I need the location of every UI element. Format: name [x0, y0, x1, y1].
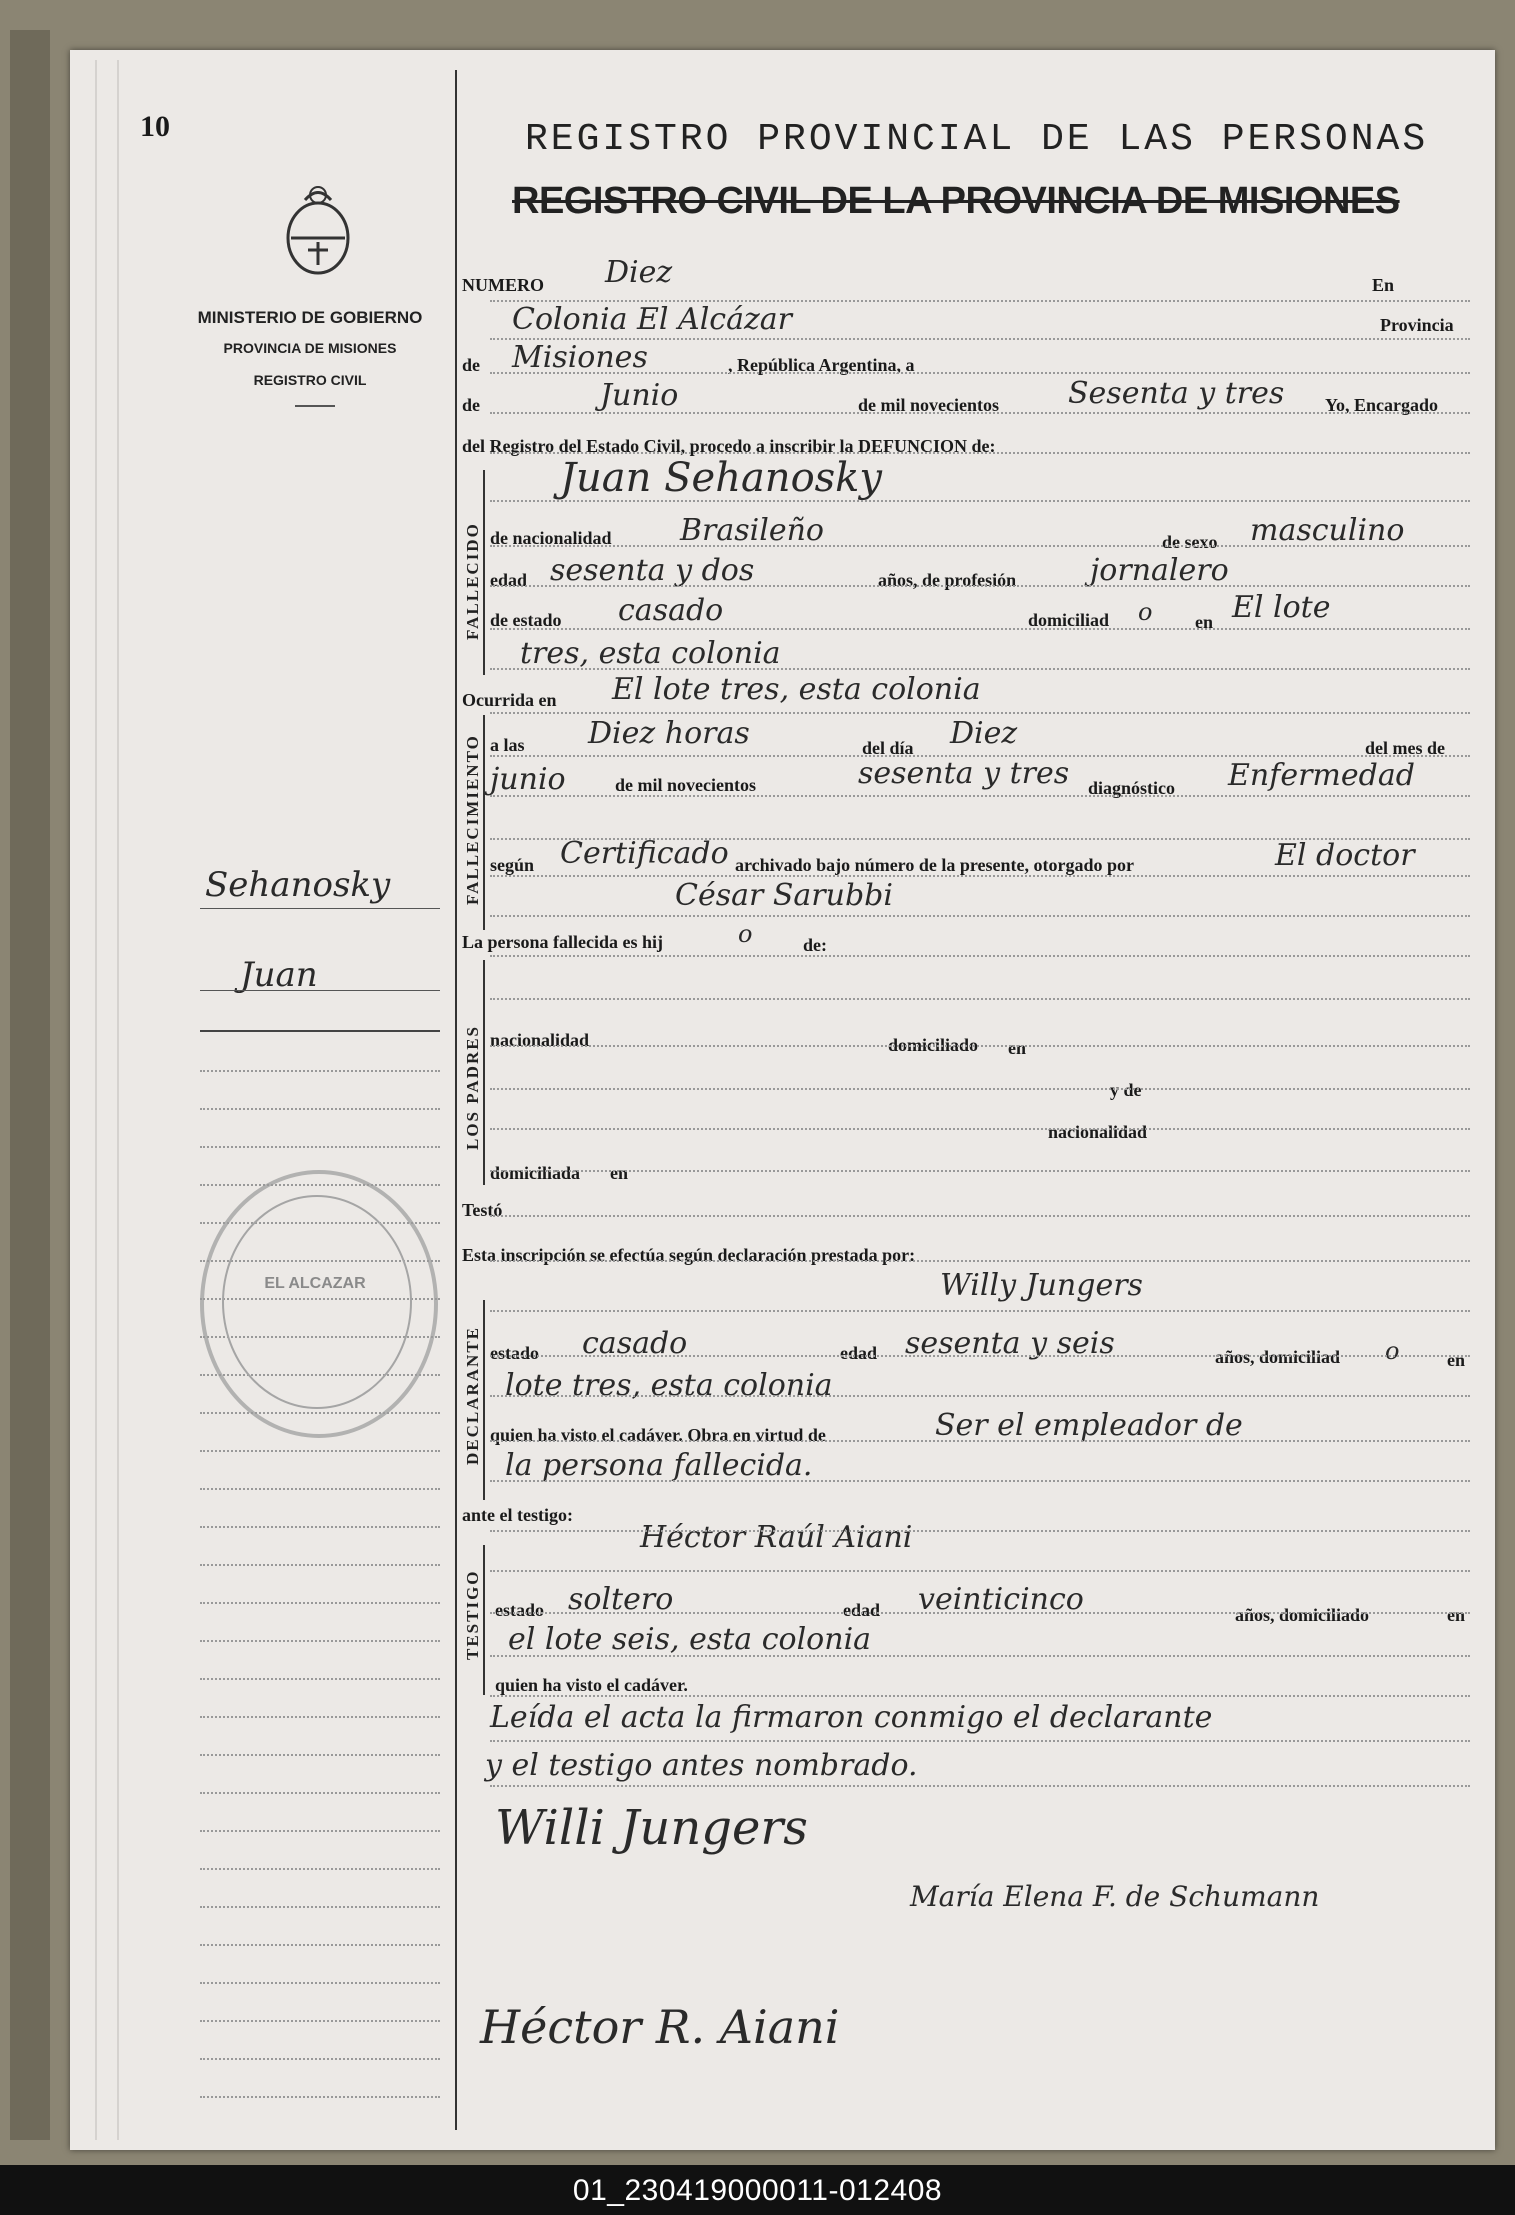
deceased-name: Juan Sehanosky [560, 455, 883, 501]
side-ruled-line [200, 1070, 440, 1072]
side-ruled-line [200, 1488, 440, 1490]
side-ruled-line [200, 1944, 440, 1946]
closing-line-2: y el testigo antes nombrado. [485, 1748, 918, 1783]
side-ruled-line [200, 1830, 440, 1832]
en3-label: en [1008, 1038, 1026, 1058]
otorgado-value: El doctor [1275, 838, 1415, 873]
yde-label: y de [1110, 1080, 1142, 1100]
form-ruled-line [490, 915, 1470, 917]
form-ruled-line [490, 585, 1470, 587]
sidebar-surname: Sehanosky [205, 865, 391, 905]
form-ruled-line [490, 1695, 1470, 1697]
testigo-section-label: TESTIGO [463, 1569, 482, 1660]
edad2-value: sesenta y seis [905, 1326, 1115, 1361]
form-ruled-line [490, 1612, 1470, 1614]
form-ruled-line [490, 372, 1470, 374]
form-ruled-line [490, 1480, 1470, 1482]
side-ruled-line [200, 1716, 440, 1718]
form-ruled-line [490, 1170, 1470, 1172]
book-spine [10, 30, 50, 2140]
side-ruled-line [200, 1450, 440, 1452]
domicilio2-value: lote tres, esta colonia [505, 1368, 833, 1403]
en5-label: en [1447, 1350, 1465, 1370]
inscripcion-label: Esta inscripción se efectúa según declaración prestada por: [462, 1245, 916, 1265]
estado3-label: estado [495, 1600, 544, 1620]
edad3-value: veinticinco [918, 1582, 1084, 1617]
numero-label: NUMERO [462, 275, 544, 295]
edad-value: sesenta y dos [550, 553, 755, 588]
estado-label: de estado [490, 610, 562, 630]
form-ruled-line [490, 1088, 1470, 1090]
fallecido-section-label: FALLECIDO [463, 522, 482, 640]
form-ruled-line [490, 875, 1470, 877]
form-ruled-line [490, 1260, 1470, 1262]
dia-value: Diez [950, 716, 1018, 751]
form-ruled-line [490, 755, 1470, 757]
persona-label: La persona fallecida es hij [462, 932, 663, 952]
form-ruled-line [490, 500, 1470, 502]
ano2-value: sesenta y tres [858, 756, 1070, 791]
section-bar [483, 470, 485, 675]
virtud-value: Ser el empleador de [935, 1408, 1243, 1443]
testo-label: Testó [462, 1200, 503, 1220]
mil2-label: de mil novecientos [615, 775, 756, 795]
place-value: Colonia El Alcázar [512, 302, 793, 337]
side-ruled-line [200, 2020, 440, 2022]
form-ruled-line [490, 1215, 1470, 1217]
section-bar [483, 960, 485, 1185]
estado2-label: estado [490, 1343, 539, 1363]
side-rule [200, 908, 440, 909]
form-ruled-line [490, 712, 1470, 714]
doctor-value: César Sarubbi [675, 878, 893, 913]
anos-label: años, de profesión [878, 570, 1017, 590]
signature-testigo: Héctor R. Aiani [480, 2000, 840, 2054]
virtud-value2: la persona fallecida. [505, 1448, 813, 1483]
form-ruled-line [490, 545, 1470, 547]
column-separator [455, 70, 457, 2130]
section-bar [483, 1545, 485, 1695]
form-ruled-line [490, 1440, 1470, 1442]
segun-label: según [490, 855, 535, 875]
estado3-value: soltero [568, 1582, 674, 1617]
form-ruled-line [490, 452, 1470, 454]
domiciliado-suffix: o [1138, 598, 1153, 626]
archivado-label: archivado bajo número de la presente, otorgado por [735, 855, 1134, 875]
edad-label: edad [490, 570, 528, 590]
nacionalidad-value: Brasileño [680, 513, 824, 548]
registro-line: del Registro del Estado Civil, procedo a inscribir la DEFUNCION de: [462, 436, 996, 456]
form-ruled-line [490, 955, 1470, 957]
nacionalidad-label: de nacionalidad [490, 528, 612, 548]
sexo-value: masculino [1250, 513, 1405, 548]
form-ruled-line [490, 300, 1470, 302]
side-ruled-line [200, 1906, 440, 1908]
side-ruled-line [200, 2096, 440, 2098]
numero-value: Diez [605, 255, 673, 290]
stamp-text: EL ALCAZAR [264, 1275, 366, 1292]
domiciliado2-label: domiciliado [888, 1035, 979, 1055]
testigo-intro: ante el testigo: [462, 1505, 573, 1525]
anos2-suffix: o [1385, 1337, 1400, 1365]
section-bar [483, 1300, 485, 1500]
section-bar [483, 715, 485, 930]
side-ruled-line [200, 1754, 440, 1756]
year-value: Sesenta y tres [1068, 376, 1285, 411]
domiciliada-label: domiciliada [490, 1163, 581, 1183]
form-ruled-line [490, 1310, 1470, 1312]
hora-value: Diez horas [588, 716, 750, 751]
deldia-label: del día [862, 738, 914, 758]
form-ruled-line [490, 628, 1470, 630]
ministry-label: MINISTERIO DE GOBIERNO [197, 308, 423, 327]
form-ruled-line [490, 838, 1470, 840]
provincia-label: Provincia [1380, 315, 1454, 335]
side-ruled-line [200, 1640, 440, 1642]
form-ruled-line [490, 338, 1470, 340]
form-ruled-line [490, 998, 1470, 1000]
form-ruled-line [490, 1355, 1470, 1357]
form-ruled-line [490, 1530, 1470, 1532]
mil-label: de mil novecientos [858, 395, 999, 415]
form-ruled-line [490, 1740, 1470, 1742]
en-label: En [1372, 275, 1395, 295]
mes-value: junio [490, 762, 566, 797]
side-ruled-line [200, 2058, 440, 2060]
en2-label: en [1195, 612, 1213, 632]
form-ruled-line [490, 1785, 1470, 1787]
nacionalidad2-label: nacionalidad [490, 1030, 590, 1050]
persona-suffix: o [738, 920, 753, 948]
signature-encargado: María Elena F. de Schumann [910, 1880, 1320, 1913]
edad3-label: edad [843, 1600, 881, 1620]
padres-section-label: LOS PADRES [463, 1024, 482, 1150]
side-rule [200, 1030, 440, 1032]
de3-label: de: [803, 935, 827, 955]
month-value: Junio [600, 378, 679, 413]
form-ruled-line [490, 1655, 1470, 1657]
de-label: de [462, 355, 480, 375]
closing-line-1: Leída el acta la firmaron conmigo el declarante [490, 1700, 1213, 1735]
side-ruled-line [200, 1602, 440, 1604]
diagnostico-value: Enfermedad [1228, 758, 1415, 793]
ocurrida-value: El lote tres, esta colonia [612, 672, 981, 707]
declarante-name: Willy Jungers [940, 1268, 1143, 1303]
province-label: PROVINCIA DE MISIONES [223, 340, 397, 356]
divider [295, 405, 335, 407]
title-line-1: REGISTRO PROVINCIAL DE LAS PERSONAS [525, 118, 1429, 161]
domicilio3-value: el lote seis, esta colonia [508, 1622, 872, 1657]
sexo-label: de sexo [1162, 532, 1218, 552]
form-ruled-line [490, 1570, 1470, 1572]
en6-label: en [1447, 1605, 1465, 1625]
domicilio-value2: tres, esta colonia [520, 636, 781, 671]
page-number: 10 [140, 110, 170, 143]
image-caption: 01_230419000011-012408 [572, 2174, 943, 2207]
diagnostico-label: diagnóstico [1088, 778, 1176, 798]
form-ruled-line [490, 412, 1470, 414]
signature-declarante: Willi Jungers [495, 1800, 808, 1856]
estado2-value: casado [582, 1326, 688, 1361]
side-ruled-line [200, 1526, 440, 1528]
form-ruled-line [490, 795, 1470, 797]
side-ruled-line [200, 1982, 440, 1984]
page-edges [95, 60, 119, 2140]
coat-of-arms-icon [283, 180, 353, 280]
province-value: Misiones [512, 340, 648, 375]
side-rule [200, 990, 440, 991]
side-ruled-line [200, 1678, 440, 1680]
testigo-name: Héctor Raúl Aiani [640, 1520, 913, 1555]
edad2-label: edad [840, 1343, 878, 1363]
quien2-label: quien ha visto el cadáver. [495, 1675, 688, 1695]
profesion-value: jornalero [1090, 553, 1229, 588]
certificado-value: Certificado [560, 836, 729, 871]
anos2-label: años, domiciliad [1215, 1347, 1341, 1367]
registry-stamp-inner [222, 1195, 412, 1409]
form-ruled-line [490, 1395, 1470, 1397]
declarante-section-label: DECLARANTE [463, 1325, 482, 1465]
nacionalidad3-label: nacionalidad [1048, 1122, 1148, 1142]
quien-label: quien ha visto el cadáver. Obra en virtud de [490, 1425, 826, 1445]
delmes-label: del mes de [1365, 738, 1445, 758]
de2-label: de [462, 395, 480, 415]
yo-label: Yo, Encargado [1325, 395, 1439, 415]
side-ruled-line [200, 1564, 440, 1566]
domiciliado-label: domiciliad [1028, 610, 1110, 630]
domicilio-value: El lote [1232, 590, 1331, 625]
form-ruled-line [490, 1045, 1470, 1047]
registry-label: REGISTRO CIVIL [253, 372, 367, 388]
anos3-label: años, domiciliado [1235, 1605, 1370, 1625]
estado-value: casado [618, 593, 724, 628]
side-ruled-line [200, 1108, 440, 1110]
form-ruled-line [490, 1128, 1470, 1130]
side-ruled-line [200, 1146, 440, 1148]
side-ruled-line [200, 1868, 440, 1870]
fallecimiento-section-label: FALLECIMIENTO [463, 734, 482, 905]
title-line-2: REGISTRO CIVIL DE LA PROVINCIA DE MISIONES [512, 180, 1400, 222]
form-ruled-line [490, 668, 1470, 670]
en4-label: en [610, 1163, 628, 1183]
alas-label: a las [490, 735, 525, 755]
ocurrida-label: Ocurrida en [462, 690, 557, 710]
side-ruled-line [200, 1792, 440, 1794]
sidebar-name: Juan [240, 955, 318, 995]
republica-label: , República Argentina, a [728, 355, 915, 375]
